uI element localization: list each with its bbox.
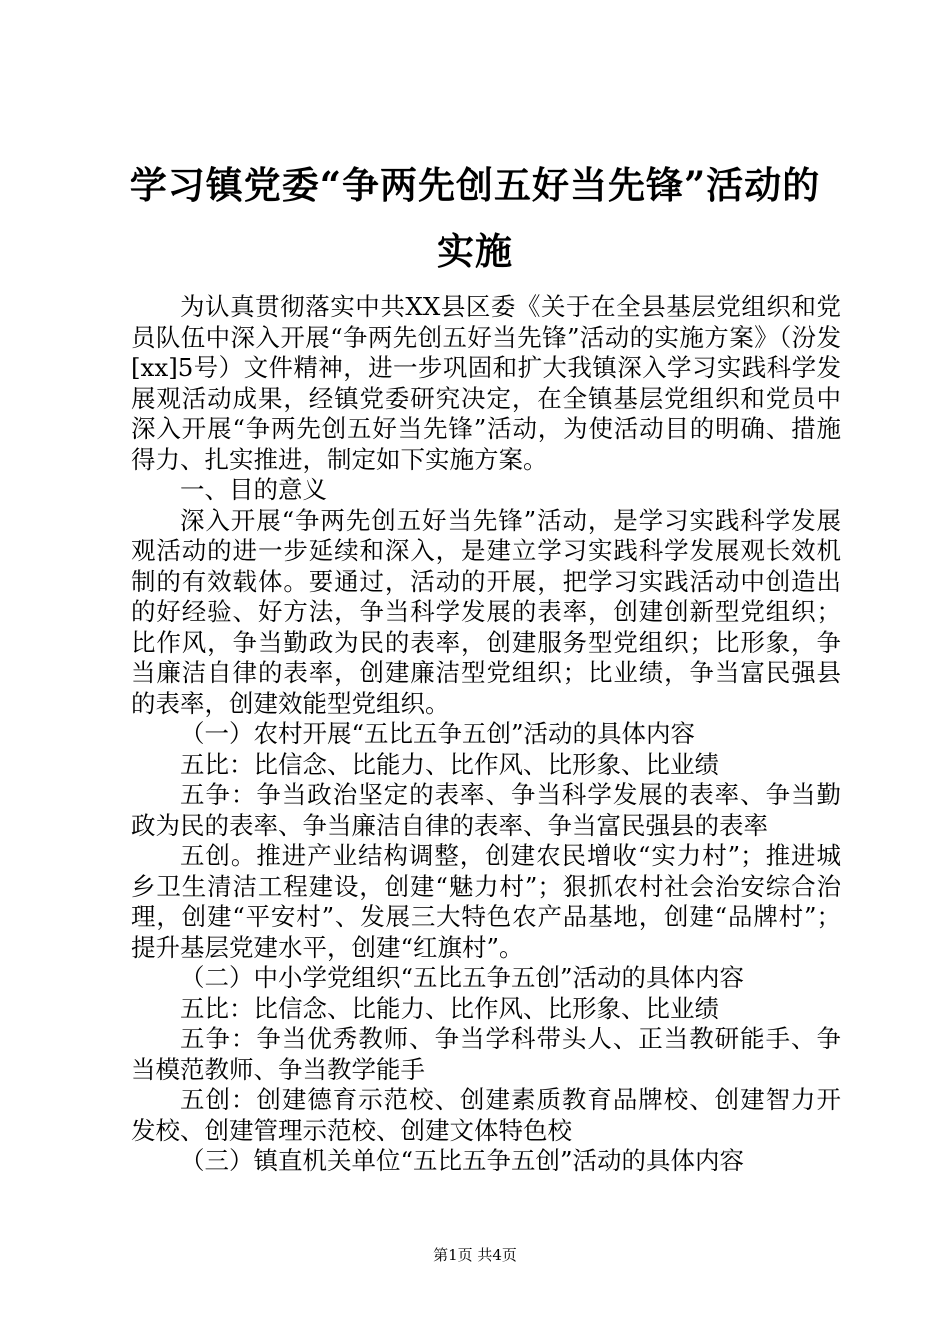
section-heading-purpose: 一、目的意义 [180,475,327,504]
paragraph-schools-five-strive: 五争：争当优秀教师、争当学科带头人、正当教研能手、争当模范教师、争当教学能手 [131,1024,841,1084]
subheading-rural: （一）农村开展“五比五争五创”活动的具体内容 [180,719,696,748]
page-footer: 第1页 共4页 [433,1246,517,1264]
paragraph-rural-five-create: 五创。推进产业结构调整，创建农民增收“实力村”；推进城乡卫生清洁工程建设，创建“魅力村”；狠抓农村社会治安综合治理，创建“平安村”、发展三大特色农产品基地，创建“品牌村”；提升基层党建水平，创建“红旗村”。 [131,841,841,962]
paragraph-purpose: 深入开展“争两先创五好当先锋”活动，是学习实践科学发展观活动的进一步延续和深入，是建立学习实践科学发展观长效机制的有效载体。要通过，活动的开展，把学习实践活动中创造出的好经验、好方法，争当科学发展的表率，创建创新型党组织；比作风，争当勤政为民的表率，创建服务型党组织；比形象，争当廉洁自律的表率，创建廉洁型党组织；比业绩，争当富民强县的表率，创建效能型党组织。 [131,505,841,718]
paragraph-rural-five-strive: 五争：争当政治坚定的表率、争当科学发展的表率、争当勤政为民的表率、争当廉洁自律的表率、争当富民强县的表率 [131,780,841,840]
paragraph-schools-five-create: 五创：创建德育示范校、创建素质教育品牌校、创建智力开发校、创建管理示范校、创建文体特色校 [131,1085,841,1145]
document-body [131,292,841,1177]
document-title: 学习镇党委“争两先创五好当先锋”活动的实施 [129,163,821,273]
paragraph-schools-five-compare: 五比：比信念、比能力、比作风、比形象、比业绩 [180,993,719,1023]
paragraph-intro: 为认真贯彻落实中共XX县区委《关于在全县基层党组织和党员队伍中深入开展“争两先创五好当先锋”活动的实施方案》（汾发[xx]5号）文件精神，进一步巩固和扩大我镇深入学习实践科学发展观活动成果，经镇党委研究决定，在全镇基层党组织和党员中深入开展“争两先创五好当先锋”活动，为使活动目的明确、措施得力、扎实推进，制定如下实施方案。 [131,292,841,474]
paragraph-rural-five-compare: 五比：比信念、比能力、比作风、比形象、比业绩 [180,749,719,779]
subheading-agencies: （三）镇直机关单位“五比五争五创”活动的具体内容 [180,1146,745,1175]
subheading-schools: （二）中小学党组织“五比五争五创”活动的具体内容 [180,963,745,992]
